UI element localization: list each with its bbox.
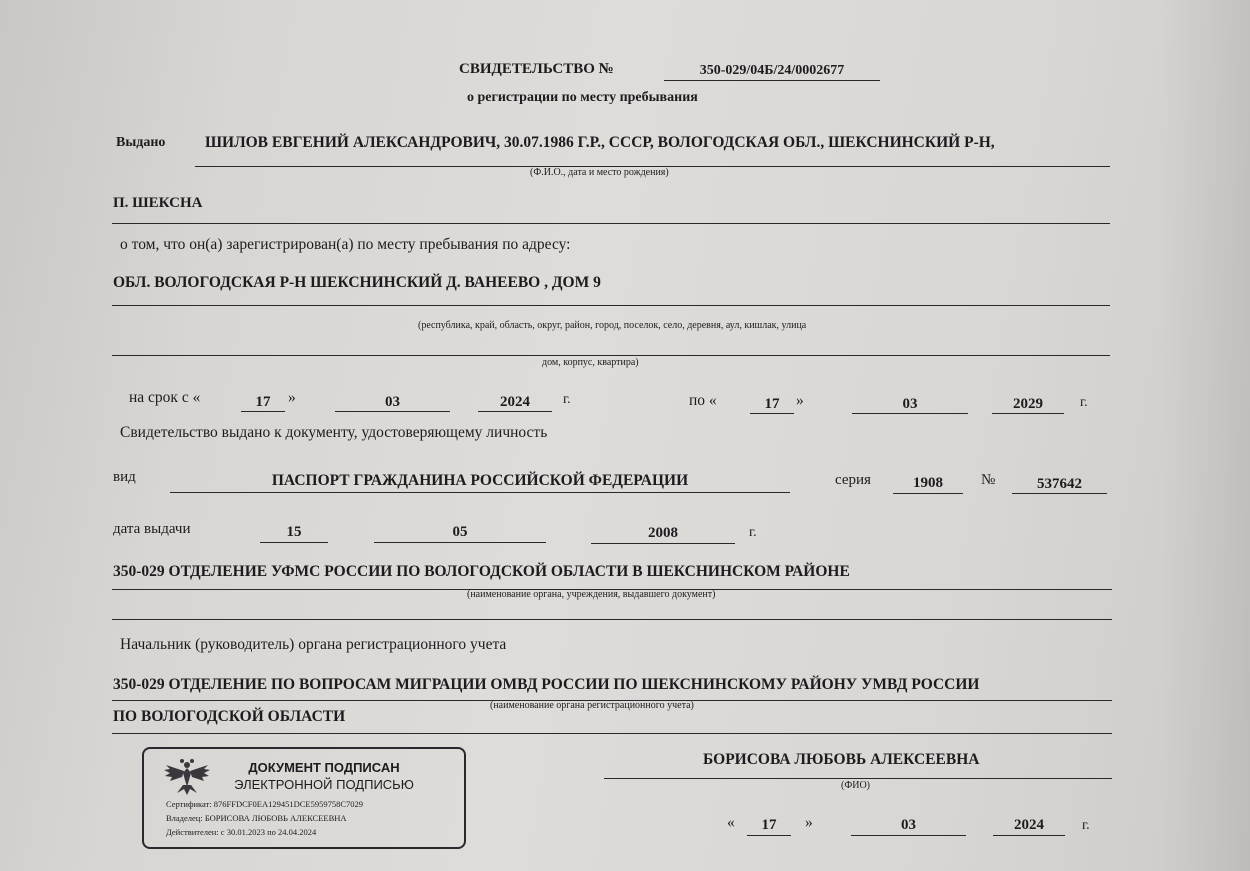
sign-year: 2024: [1014, 817, 1044, 833]
term-to-month-line: [852, 413, 968, 414]
stamp-heading: [224, 759, 424, 793]
issue-year-line: [591, 543, 735, 544]
document-type: ПАСПОРТ ГРАЖДАНИНА РОССИЙСКОЙ ФЕДЕРАЦИИ: [271, 472, 689, 489]
issuer-caption: (наименование органа, учреждения, выдавшего документ): [467, 589, 716, 600]
term-to-day: 17: [764, 396, 780, 412]
authority-caption: (наименование органа регистрационного учета): [490, 700, 694, 711]
term-to-year-suffix: г.: [1080, 395, 1088, 410]
certificate-title: СВИДЕТЕЛЬСТВО №: [459, 61, 614, 77]
issued-person: ШИЛОВ ЕВГЕНИЙ АЛЕКСАНДРОВИЧ, 30.07.1986 Г.Р., СССР, ВОЛОГОДСКАЯ ОБЛ., ШЕКСНИНСКИЙ Р-Н,: [205, 134, 995, 151]
term-from-year-suffix: г.: [563, 392, 571, 407]
sign-year-suffix: г.: [1082, 818, 1090, 833]
term-from-year: 2024: [500, 394, 530, 410]
stamp-certificate: Сертификат: 876FFDCF0EA129451DCE5959758C7029: [166, 799, 363, 809]
term-to-year: 2029: [1013, 396, 1043, 412]
document-intro: Свидетельство выдано к документу, удостоверяющему личность: [120, 424, 548, 441]
term-from-month: 03: [385, 394, 400, 410]
registration-text: о том, что он(а) зарегистрирован(а) по месту пребывания по адресу:: [120, 236, 571, 253]
document-series-line: [893, 493, 963, 494]
sign-date-close-quote: »: [805, 814, 813, 831]
term-to-day-line: [750, 413, 794, 414]
stamp-line-2: ЭЛЕКТРОННОЙ ПОДПИСЬЮ: [234, 777, 414, 792]
stamp-owner: Владелец: БОРИСОВА ЛЮБОВЬ АЛЕКСЕЕВНА: [166, 813, 347, 823]
term-to-year-line: [992, 413, 1064, 414]
term-from-month-line: [335, 411, 450, 412]
issue-year: 2008: [648, 525, 678, 541]
sign-month: 03: [901, 817, 916, 833]
issue-month: 05: [452, 524, 468, 540]
issue-date-label: дата выдачи: [113, 521, 191, 537]
issuer-underline-2: [112, 619, 1112, 620]
authority-label: Начальник (руководитель) органа регистрационного учета: [120, 636, 507, 653]
sign-date-open-quote: «: [727, 814, 735, 831]
issued-person-cont: П. ШЕКСНА: [113, 195, 203, 211]
document-type-label: вид: [113, 469, 136, 485]
address-underline-2: [112, 355, 1110, 356]
term-from-day-line: [241, 411, 285, 412]
issue-day-line: [260, 542, 328, 543]
authority-underline-2: [112, 733, 1112, 734]
certificate-number: 350-029/04Б/24/0002677: [699, 63, 845, 78]
document-number-label: №: [981, 472, 996, 488]
issued-caption: (Ф.И.О., дата и место рождения): [530, 167, 669, 178]
document-number: 537642: [1037, 476, 1082, 492]
authority-name: 350-029 ОТДЕЛЕНИЕ ПО ВОПРОСАМ МИГРАЦИИ ОМВД РОССИИ ПО ШЕКСНИНСКОМУ РАЙОНУ УМВД РОССИИ: [113, 676, 980, 693]
electronic-signature-stamp: [142, 747, 466, 849]
registration-address: ОБЛ. ВОЛОГОДСКАЯ Р-Н ШЕКСНИНСКИЙ Д. ВАНЕЕВО , ДОМ 9: [113, 274, 601, 291]
sign-day: 17: [761, 817, 777, 833]
term-to-label: по «: [689, 392, 717, 409]
issued-underline-2: [112, 223, 1110, 224]
term-from-year-line: [478, 411, 552, 412]
address-caption-2: дом, корпус, квартира): [542, 357, 639, 368]
address-underline: [112, 305, 1110, 306]
document-series: 1908: [913, 475, 943, 491]
page-shadow: [1160, 0, 1250, 871]
signer-name: БОРИСОВА ЛЮБОВЬ АЛЕКСЕЕВНА: [703, 751, 980, 768]
term-to-month: 03: [902, 396, 918, 412]
term-from-close-quote: »: [288, 389, 296, 406]
number-underline: [664, 80, 880, 81]
signer-caption: (ФИО): [841, 780, 871, 791]
issue-day: 15: [286, 524, 302, 540]
term-from-day: 17: [255, 394, 271, 410]
document-type-line: [170, 492, 790, 493]
address-caption-1: (республика, край, область, округ, район, город, поселок, село, деревня, аул, кишлак, улица: [418, 320, 807, 331]
sign-year-line: [993, 835, 1065, 836]
authority-name-cont: ПО ВОЛОГОДСКОЙ ОБЛАСТИ: [113, 708, 346, 725]
issue-year-suffix: г.: [749, 525, 757, 540]
issued-label: Выдано: [116, 135, 166, 150]
issue-month-line: [374, 542, 546, 543]
document-issuer: 350-029 ОТДЕЛЕНИЕ УФМС РОССИИ ПО ВОЛОГОДСКОЙ ОБЛАСТИ В ШЕКСНИНСКОМ РАЙОНЕ: [113, 563, 850, 580]
term-label: на срок с «: [129, 389, 201, 406]
certificate-subtitle: о регистрации по месту пребывания: [467, 90, 698, 105]
sign-month-line: [851, 835, 966, 836]
stamp-line-1: ДОКУМЕНТ ПОДПИСАН: [248, 760, 400, 775]
document-series-label: серия: [835, 472, 871, 488]
sign-day-line: [747, 835, 791, 836]
eagle-emblem-icon: [162, 757, 212, 797]
term-to-close-quote: »: [796, 392, 804, 409]
document-number-line: [1012, 493, 1107, 494]
stamp-valid: Действителен: с 30.01.2023 по 24.04.2024: [166, 827, 317, 837]
signer-underline: [604, 778, 1112, 779]
